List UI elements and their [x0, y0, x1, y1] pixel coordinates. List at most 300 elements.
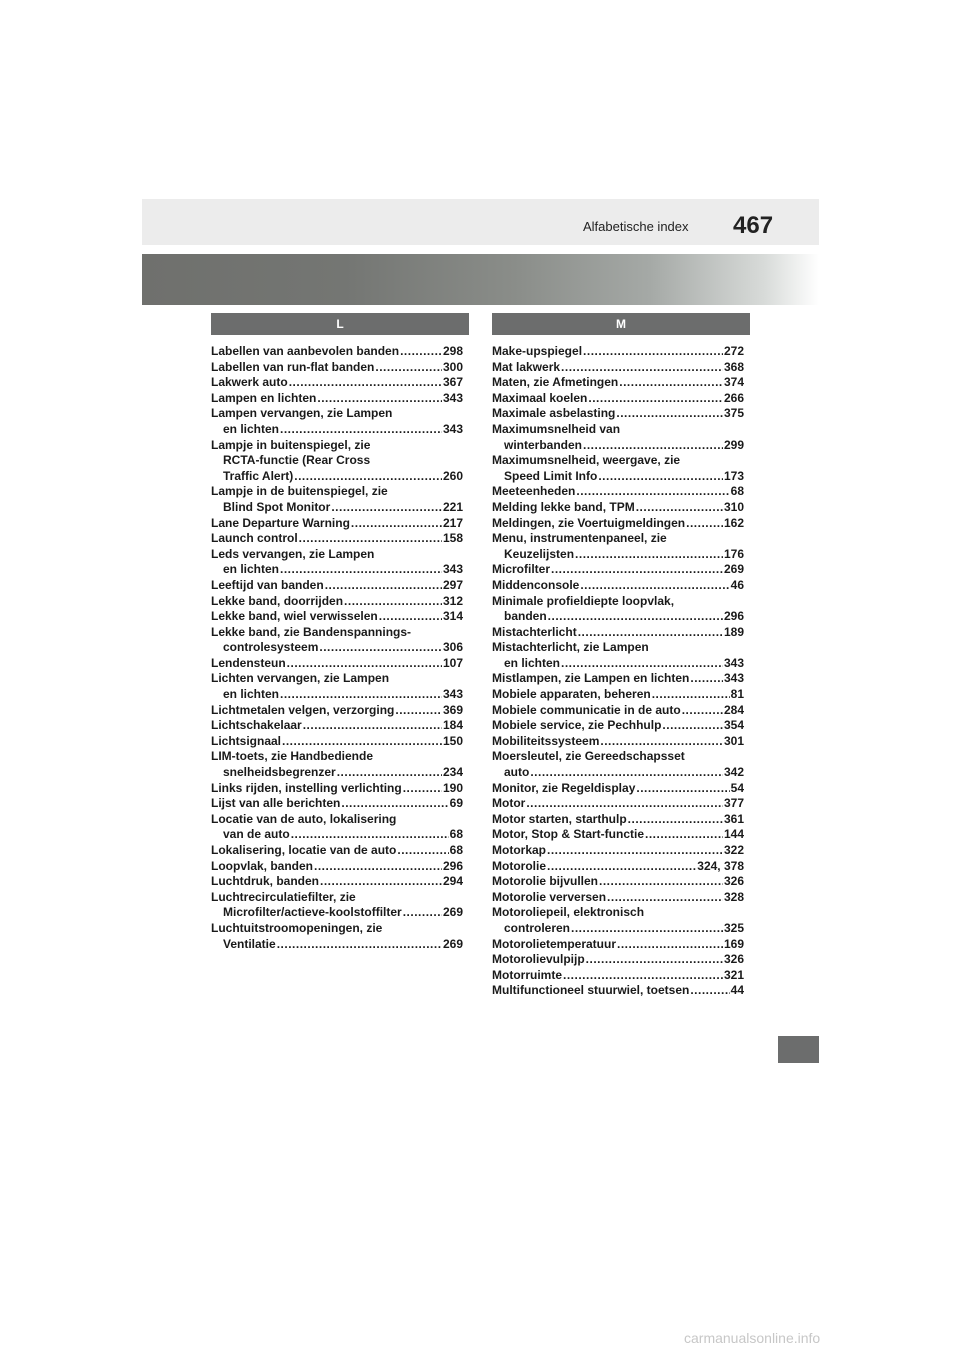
index-entry-text: Motorolie verversen	[492, 889, 607, 904]
dot-leader	[287, 656, 442, 672]
index-entry-text: Mobiliteitssysteem	[492, 733, 600, 748]
index-entry-page: 294	[442, 874, 463, 889]
index-entry-line	[492, 843, 744, 859]
index-entry-page: 169	[723, 936, 744, 951]
index-entry-line	[492, 734, 744, 750]
index-entry-text: Luchtdruk, banden	[211, 874, 319, 889]
index-entry-line	[492, 983, 744, 999]
dot-leader	[586, 952, 723, 968]
dot-leader	[616, 406, 723, 422]
index-entry-line	[492, 781, 744, 797]
index-entry-text: Lokalisering, locatie van de auto	[211, 843, 397, 857]
index-entry-line	[492, 796, 744, 812]
index-entry-text: Mistachterlicht, zie Lampen	[492, 640, 649, 655]
index-entry-page: 314	[442, 609, 463, 624]
index-entry-line	[211, 360, 463, 376]
index-entry-line	[492, 438, 744, 454]
decorative-gradient-band	[142, 254, 819, 305]
index-entry-text: Maximumsnelheid van	[492, 421, 621, 436]
index-entry-page: 68	[449, 827, 463, 842]
index-entry	[492, 843, 744, 859]
index-entry-text: Motorolie bijvullen	[492, 874, 599, 889]
index-entry-line	[492, 547, 744, 563]
index-entry-page: 343	[442, 562, 463, 577]
index-entry	[211, 749, 463, 780]
index-entry-line	[211, 734, 463, 750]
index-entry-page: 306	[442, 640, 463, 655]
index-entry-page: 269	[442, 936, 463, 951]
index-entry	[211, 796, 463, 812]
index-entry-text: Meldingen, zie Voertuigmeldingen	[492, 515, 686, 530]
index-entry	[492, 905, 744, 936]
index-entry-text: van de auto	[223, 827, 290, 842]
dot-leader	[530, 765, 723, 781]
index-entry-page: 343	[442, 390, 463, 405]
index-entry-text: Maten, zie Afmetingen	[492, 375, 619, 390]
index-entry-text: Moersleutel, zie Gereedschapsset	[492, 749, 685, 764]
index-entry-page: 342	[723, 765, 744, 780]
index-entry-page: 343	[442, 421, 463, 436]
index-entry-line	[211, 531, 463, 547]
index-entry-line	[492, 703, 744, 719]
dot-leader	[299, 531, 442, 547]
index-entry	[492, 516, 744, 532]
index-entry-text: Mobiele service, zie Pechhulp	[492, 718, 662, 733]
index-entry-text: Lampen en lichten	[211, 390, 317, 405]
index-entry	[211, 484, 463, 515]
index-entry-line	[492, 874, 744, 890]
index-entry-text: en lichten	[504, 655, 561, 670]
index-entry-page: 310	[723, 499, 744, 514]
index-entry	[492, 983, 744, 999]
index-entry	[492, 781, 744, 797]
index-entry-line	[492, 578, 744, 594]
dot-leader	[375, 360, 442, 376]
index-entry-page: 107	[442, 655, 463, 670]
index-entry-text: Microfilter/actieve-koolstoffilter	[223, 905, 402, 920]
index-entry-text: Motoroliepeil, elektronisch	[492, 905, 645, 920]
dot-leader	[578, 625, 723, 641]
index-entry-line	[211, 594, 463, 610]
index-entry	[492, 890, 744, 906]
index-entry-text: controlesysteem	[223, 640, 319, 655]
index-entry-text: winterbanden	[504, 437, 583, 452]
index-entry-line	[492, 609, 744, 625]
index-entry-page: 189	[723, 624, 744, 639]
dot-leader	[379, 609, 442, 625]
index-entry-line	[492, 952, 744, 968]
index-entry-text: Mistlampen, zie Lampen en lichten	[492, 671, 690, 686]
index-entry-line	[211, 422, 463, 438]
index-entry-text: Maximale asbelasting	[492, 406, 616, 421]
index-entry-page: 377	[723, 796, 744, 811]
index-entry-page: 328	[723, 889, 744, 904]
dot-leader	[289, 375, 442, 391]
dot-leader	[628, 812, 723, 828]
letter-heading-l: L	[211, 313, 469, 335]
index-entry-line	[211, 827, 463, 843]
page-number: 467	[733, 212, 774, 239]
index-entry	[211, 578, 463, 594]
index-entry-line	[211, 703, 463, 719]
dot-leader	[575, 547, 723, 563]
index-entry-page: 269	[723, 562, 744, 577]
index-entry	[211, 375, 463, 391]
dot-leader	[331, 500, 442, 516]
index-entry-line	[492, 500, 744, 516]
dot-leader	[580, 578, 729, 594]
index-entry-line	[492, 469, 744, 485]
index-entry-text: Melding lekke band, TPM	[492, 499, 635, 514]
index-entry-line	[492, 812, 744, 828]
index-entry-text: Lijst van alle berichten	[211, 796, 341, 811]
dot-leader	[291, 827, 449, 843]
index-entry-text: Lakwerk auto	[211, 375, 288, 390]
dot-leader	[547, 843, 723, 859]
dot-leader	[617, 937, 723, 953]
index-entry	[211, 406, 463, 437]
index-entry	[492, 406, 744, 422]
index-entry-page: 217	[442, 515, 463, 530]
index-entry-text: Labellen van run-flat banden	[211, 359, 375, 374]
index-entry-page: 266	[723, 390, 744, 405]
index-entry	[492, 671, 744, 687]
index-entry-text: Lampje in buitenspiegel, zie	[211, 437, 371, 452]
index-entry	[492, 687, 744, 703]
index-entry-text: Motorolievulpijp	[492, 952, 585, 967]
index-entry-text: Traffic Alert)	[223, 468, 294, 483]
dot-leader	[341, 796, 448, 812]
index-entry-page: 297	[442, 577, 463, 592]
index-entry-page: 369	[442, 702, 463, 717]
index-entry-text: Menu, instrumentenpaneel, zie	[492, 531, 667, 546]
index-entry	[211, 656, 463, 672]
index-entry-text: Mistachterlicht	[492, 624, 577, 639]
index-entry	[492, 703, 744, 719]
index-entry	[492, 827, 744, 843]
dot-leader	[551, 562, 723, 578]
index-entry-page: 300	[442, 359, 463, 374]
index-entry-text: snelheidsbegrenzer	[223, 765, 336, 780]
dot-leader	[686, 516, 723, 532]
index-entry-text: Lane Departure Warning	[211, 515, 350, 530]
index-entry-line	[492, 344, 744, 360]
index-entry-line	[211, 796, 463, 812]
index-entry-text: Loopvlak, banden	[211, 858, 314, 873]
index-entry-page: 284	[723, 702, 744, 717]
index-entry	[492, 594, 744, 625]
index-entry-text: en lichten	[223, 687, 280, 702]
index-entry-text: Lekke band, wiel verwisselen	[211, 609, 378, 624]
index-entry-line	[211, 765, 463, 781]
dot-leader	[319, 640, 442, 656]
index-entry-page: 361	[723, 811, 744, 826]
index-entry-page: 272	[723, 344, 744, 358]
index-entry-text: Mat lakwerk	[492, 359, 561, 374]
dot-leader	[282, 734, 442, 750]
dot-leader	[337, 765, 442, 781]
thumb-index-tab	[778, 1036, 819, 1063]
index-entry-text: LIM-toets, zie Handbediende	[211, 749, 374, 764]
index-entry-text: Leeftijd van banden	[211, 577, 324, 592]
index-entry	[492, 453, 744, 484]
index-entry	[492, 625, 744, 641]
index-entry-line	[211, 344, 463, 360]
index-entry-page: 260	[442, 468, 463, 483]
index-entry-text: auto	[504, 765, 530, 780]
index-entry-text: Mobiele apparaten, beheren	[492, 687, 651, 702]
index-entry-page: 150	[442, 733, 463, 748]
dot-leader	[294, 469, 442, 485]
index-entry	[211, 594, 463, 610]
index-entry-page: 322	[723, 843, 744, 857]
dot-leader	[636, 500, 723, 516]
index-entry-page: 68	[730, 484, 744, 499]
index-entry-text: Keuzelijsten	[504, 546, 575, 561]
index-entry-page: 269	[442, 905, 463, 920]
header-bar	[142, 199, 819, 245]
index-entry-line	[211, 391, 463, 407]
index-entry-text: Motorolie	[492, 858, 546, 873]
index-entry-text: Lichtsignaal	[211, 733, 282, 748]
index-entry	[211, 843, 463, 859]
index-entry-page: 68	[449, 843, 463, 857]
index-entry-page: 162	[723, 515, 744, 530]
index-entry-text: Speed Limit Info	[504, 468, 598, 483]
index-entry-page: 324, 378	[697, 858, 744, 873]
index-entry	[492, 531, 744, 562]
index-entry	[211, 360, 463, 376]
index-entry-text: Blind Spot Monitor	[223, 499, 331, 514]
index-entry-line	[492, 687, 744, 703]
index-entry	[211, 812, 463, 843]
index-entry	[211, 609, 463, 625]
index-entry-page: 158	[442, 531, 463, 546]
index-entry-line	[492, 375, 744, 391]
index-entry-line	[492, 391, 744, 407]
index-entry-page: 296	[723, 609, 744, 624]
index-entry	[211, 874, 463, 890]
index-entry-line	[211, 375, 463, 391]
index-entry	[211, 859, 463, 875]
index-entry-line	[211, 843, 463, 859]
dot-leader	[403, 781, 442, 797]
dot-leader	[561, 656, 723, 672]
index-entry-line	[492, 921, 744, 937]
index-entry-page: 326	[723, 874, 744, 889]
index-entry-line	[492, 937, 744, 953]
index-column-l	[211, 344, 463, 952]
index-entry-page: 81	[730, 687, 744, 702]
index-column-m	[492, 344, 744, 999]
index-entry	[492, 344, 744, 360]
dot-leader	[561, 360, 723, 376]
index-entry	[211, 921, 463, 952]
dot-leader	[280, 687, 442, 703]
index-entry	[492, 640, 744, 671]
index-entry	[492, 718, 744, 734]
index-entry-line	[492, 484, 744, 500]
index-entry-line	[492, 859, 744, 875]
index-entry-line	[492, 718, 744, 734]
index-entry-text: Luchtrecirculatiefilter, zie	[211, 889, 356, 904]
index-entry-text: Launch control	[211, 531, 298, 546]
index-entry-page: 176	[723, 546, 744, 561]
index-entry-text: Motor	[492, 796, 526, 811]
dot-leader	[395, 703, 442, 719]
dot-leader	[588, 391, 723, 407]
dot-leader	[576, 484, 729, 500]
dot-leader	[619, 375, 723, 391]
dot-leader	[344, 594, 442, 610]
index-entry-text: Motorolietemperatuur	[492, 936, 617, 951]
index-entry-page: 298	[442, 344, 463, 358]
index-entry-page: 354	[723, 718, 744, 733]
dot-leader	[583, 438, 723, 454]
dot-leader	[547, 859, 696, 875]
index-entry-text: Maximumsnelheid, weergave, zie	[492, 453, 681, 468]
index-entry-line	[492, 625, 744, 641]
index-entry-text: Maximaal koelen	[492, 390, 588, 405]
index-entry-text: Leds vervangen, zie Lampen	[211, 546, 375, 561]
index-entry	[492, 360, 744, 376]
dot-leader	[403, 905, 442, 921]
dot-leader	[351, 516, 442, 532]
dot-leader	[277, 937, 442, 953]
index-entry-text: Luchtuitstroomopeningen, zie	[211, 920, 383, 935]
index-entry-page: 234	[442, 765, 463, 780]
index-entry-line	[211, 718, 463, 734]
index-entry-text: banden	[504, 609, 547, 624]
index-entry	[211, 890, 463, 921]
index-entry-text: Links rijden, instelling verlichting	[211, 780, 402, 795]
index-entry	[492, 796, 744, 812]
index-entry-text: Lampje in de buitenspiegel, zie	[211, 484, 388, 499]
index-entry-text: Lekke band, doorrijden	[211, 593, 344, 608]
dot-leader	[571, 921, 723, 937]
index-entry	[492, 422, 744, 453]
index-entry	[492, 937, 744, 953]
index-entry	[492, 562, 744, 578]
index-entry-page: 326	[723, 952, 744, 967]
index-entry-text: Motor starten, starthulp	[492, 811, 627, 826]
index-entry-text: Make-upspiegel	[492, 344, 583, 358]
dot-leader	[397, 843, 448, 859]
index-entry-text: Meeteenheden	[492, 484, 576, 499]
index-entry-line	[211, 905, 463, 921]
index-entry-line	[492, 562, 744, 578]
index-entry-page: 184	[442, 718, 463, 733]
index-entry-text: Mobiele communicatie in de auto	[492, 702, 681, 717]
index-entry	[211, 718, 463, 734]
index-entry-text: en lichten	[223, 562, 280, 577]
index-entry-line	[492, 671, 744, 687]
section-title: Alfabetische index	[583, 219, 689, 234]
index-entry-text: en lichten	[223, 421, 280, 436]
index-entry-page: 325	[723, 920, 744, 935]
index-entry-text: Motor, Stop & Start-functie	[492, 827, 644, 842]
index-entry-page: 321	[723, 967, 744, 982]
index-entry-line	[211, 781, 463, 797]
index-entry-text: RCTA-functie (Rear Cross	[223, 453, 371, 468]
index-entry	[211, 391, 463, 407]
dot-leader	[280, 562, 442, 578]
dot-leader	[598, 469, 723, 485]
index-entry	[492, 812, 744, 828]
index-entry-text: Motorruimte	[492, 967, 562, 982]
dot-leader	[690, 983, 729, 999]
watermark: carmanualsonline.info	[684, 1330, 821, 1346]
index-entry-line	[492, 827, 744, 843]
index-entry	[211, 703, 463, 719]
index-entry-line	[492, 516, 744, 532]
dot-leader	[303, 718, 442, 734]
dot-leader	[690, 671, 723, 687]
index-entry-page: 367	[442, 375, 463, 390]
index-entry-page: 375	[723, 406, 744, 421]
index-entry	[492, 749, 744, 780]
dot-leader	[583, 344, 723, 360]
dot-leader	[526, 796, 723, 812]
index-entry-page: 343	[723, 655, 744, 670]
dot-leader	[645, 827, 723, 843]
index-entry-page: 296	[442, 858, 463, 873]
index-entry	[211, 671, 463, 702]
index-entry-line	[211, 937, 463, 953]
index-entry-line	[492, 968, 744, 984]
index-entry-page: 221	[442, 499, 463, 514]
dot-leader	[600, 734, 723, 750]
index-entry-page: 54	[730, 780, 744, 795]
index-entry-line	[492, 406, 744, 422]
index-entry-text: Minimale profieldiepte loopvlak,	[492, 593, 675, 608]
index-entry-line	[492, 360, 744, 376]
index-entry	[492, 500, 744, 516]
index-entry-page: 368	[723, 359, 744, 374]
index-entry	[211, 516, 463, 532]
index-entry-page: 312	[442, 593, 463, 608]
index-entry	[211, 531, 463, 547]
index-entry-line	[211, 874, 463, 890]
index-entry-page: 144	[723, 827, 744, 842]
index-entry-text: Lendensteun	[211, 655, 286, 670]
index-entry	[211, 344, 463, 360]
index-entry	[211, 625, 463, 656]
index-entry-page: 301	[723, 733, 744, 748]
index-entry-line	[492, 765, 744, 781]
index-entry-line	[211, 469, 463, 485]
index-entry	[211, 547, 463, 578]
index-entry-text: Lichtschakelaar	[211, 718, 302, 733]
index-entry	[492, 968, 744, 984]
dot-leader	[607, 890, 723, 906]
index-entry	[492, 952, 744, 968]
dot-leader	[636, 781, 729, 797]
index-entry-text: Labellen van aanbevolen banden	[211, 344, 400, 358]
index-entry	[492, 874, 744, 890]
index-entry-page: 190	[442, 780, 463, 795]
index-entry-text: Ventilatie	[223, 936, 276, 951]
index-entry-text: controleren	[504, 920, 571, 935]
index-entry-text: Lichten vervangen, zie Lampen	[211, 671, 390, 686]
index-entry	[211, 734, 463, 750]
index-entry-page: 299	[723, 437, 744, 452]
index-entry-line	[492, 890, 744, 906]
index-entry-page: 343	[442, 687, 463, 702]
index-entry	[211, 781, 463, 797]
index-entry	[492, 578, 744, 594]
index-entry-line	[211, 656, 463, 672]
